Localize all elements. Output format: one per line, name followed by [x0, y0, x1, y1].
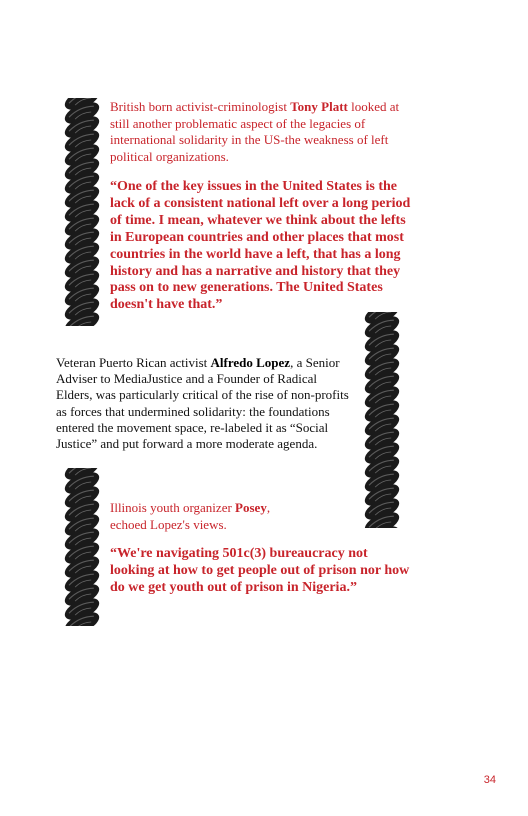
section-posey	[110, 500, 310, 533]
rope-illustration	[62, 98, 102, 326]
posey-quote: “We're navigating 501c(3) bureaucracy not looking at how to get people out of prison nor how do we get youth out of prison in Nigeria.”	[110, 546, 410, 595]
speaker-name: Alfredo Lopez	[210, 355, 291, 370]
intro-text: British born activist-criminologist	[110, 99, 291, 114]
speaker-name: Tony Platt	[290, 99, 348, 114]
section-lopez	[56, 355, 352, 452]
posey-intro	[110, 500, 310, 533]
intro-text: Illinois youth organizer	[110, 500, 236, 515]
rope-ornament-left-bottom	[62, 468, 102, 626]
platt-intro	[110, 99, 400, 165]
rope-illustration	[362, 312, 402, 528]
page-number: 34	[483, 774, 496, 786]
section-platt-quote	[110, 179, 412, 314]
platt-quote: “One of the key issues in the United States is the lack of a consistent national left over a long period of time. I mean, whatever we think about the lefts in European countries and other places that most countries in the world have a left, that has a long history and has a narrative and history that they pass on to new generations. The United States doesn't have that.”	[110, 179, 411, 313]
lopez-paragraph	[56, 355, 352, 452]
body-text: Veteran Puerto Rican activist	[56, 355, 211, 370]
rope-illustration	[62, 468, 102, 626]
rope-ornament-left-top	[62, 98, 102, 326]
section-posey-quote	[110, 546, 410, 597]
intro-text: looked at still another problematic aspect of the legacies of international solidarity in the US-the weakness of left political organizations.	[110, 99, 400, 164]
speaker-name: Posey	[235, 500, 267, 515]
intro-text: , echoed Lopez's views.	[110, 500, 271, 532]
section-platt	[110, 99, 400, 165]
rope-ornament-right	[362, 312, 402, 528]
body-text: , a Senior Adviser to MediaJustice and a Founder of Radical Elders, was particularly critical of the rise of non-profits as forces that undermined solidarity: the foundations entered the movement space, re-labeled it as “Social Justice” and put forward a more moderate agenda.	[56, 355, 349, 452]
